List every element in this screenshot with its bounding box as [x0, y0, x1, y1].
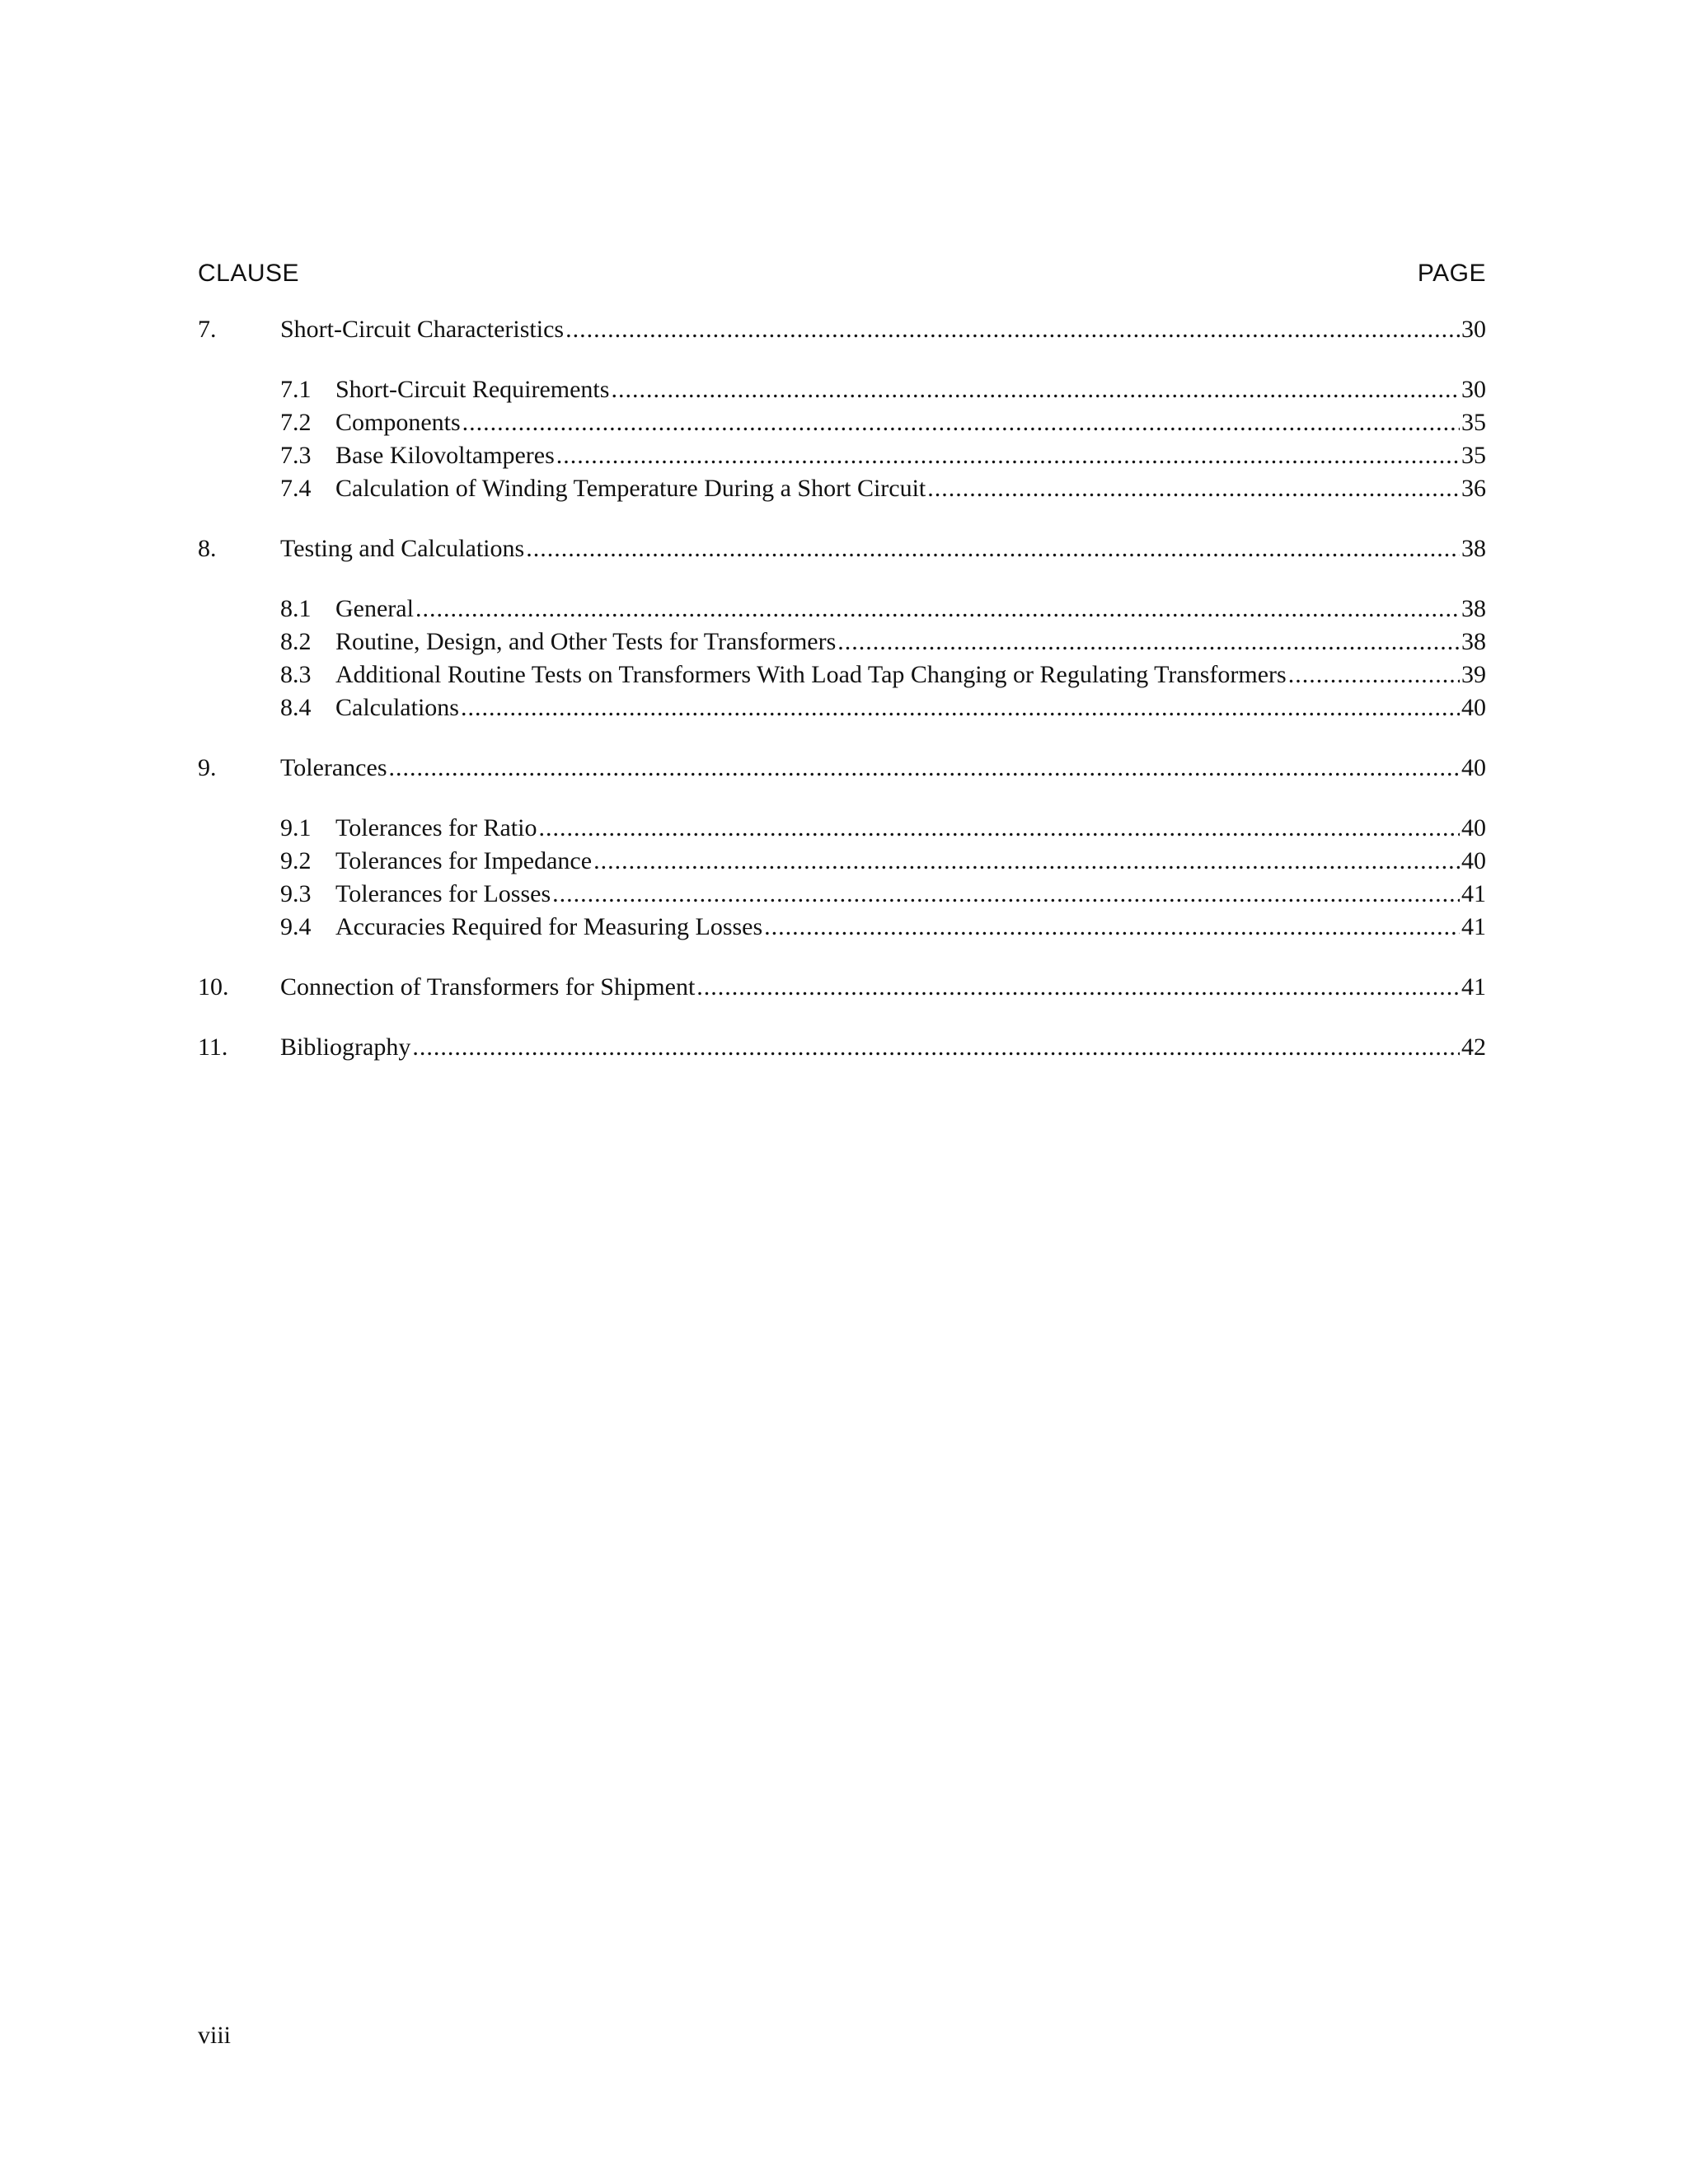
subclause-number: 7.2 — [280, 409, 312, 436]
page-number: 40 — [1461, 814, 1486, 841]
dot-leader — [565, 313, 1460, 346]
toc-entry-7-1[interactable] — [198, 373, 1486, 406]
toc-entry-9-1[interactable] — [198, 812, 1486, 845]
subclause-title: Short-Circuit Requirements — [335, 376, 610, 403]
dot-leader — [1288, 658, 1460, 691]
toc-entry-9-3[interactable] — [198, 878, 1486, 911]
subclause-title: Additional Routine Tests on Transformers With Load Tap Changing or Regulating Transformers — [335, 661, 1287, 688]
toc-entry-10[interactable] — [198, 971, 1486, 1004]
subclause-title: Tolerances for Losses — [335, 880, 551, 907]
toc-entry-11[interactable] — [198, 1031, 1486, 1064]
subclause-title: General — [335, 595, 414, 622]
page-number: 41 — [1461, 880, 1486, 907]
subclause-title: Base Kilovoltamperes — [335, 442, 555, 469]
subclause-number: 9.1 — [280, 814, 312, 841]
dot-leader — [462, 406, 1460, 439]
clause-column-heading: CLAUSE — [198, 260, 300, 287]
dot-leader — [927, 472, 1460, 505]
page-folio: viii — [198, 2022, 232, 2049]
clause-number: 10. — [198, 973, 229, 1001]
clause-title: Testing and Calculations — [280, 535, 525, 562]
clause-number: 9. — [198, 754, 217, 781]
page-number: 39 — [1461, 661, 1486, 688]
subclause-number: 9.2 — [280, 847, 312, 874]
toc-entry-7-3[interactable] — [198, 439, 1486, 472]
dot-leader — [461, 691, 1460, 724]
clause-title: Tolerances — [280, 754, 387, 781]
page-number: 38 — [1461, 628, 1486, 655]
dot-leader — [552, 878, 1460, 911]
toc-entry-8-4[interactable] — [198, 691, 1486, 724]
subclause-number: 8.3 — [280, 661, 312, 688]
toc-entry-9-2[interactable] — [198, 845, 1486, 878]
subclause-number: 9.3 — [280, 880, 312, 907]
clause-number: 7. — [198, 316, 217, 343]
page-number: 30 — [1461, 376, 1486, 403]
dot-leader — [593, 845, 1460, 878]
subclause-number: 7.4 — [280, 475, 312, 502]
toc-entry-9[interactable] — [198, 752, 1486, 785]
clause-title: Connection of Transformers for Shipment — [280, 973, 696, 1001]
subclause-number: 8.2 — [280, 628, 312, 655]
dot-leader — [556, 439, 1460, 472]
page-number: 30 — [1461, 316, 1486, 343]
toc-entry-8-3[interactable] — [198, 658, 1486, 691]
clause-title: Short-Circuit Characteristics — [280, 316, 565, 343]
toc-header — [198, 260, 1486, 293]
toc-entry-8[interactable] — [198, 532, 1486, 565]
toc-entry-7-4[interactable] — [198, 472, 1486, 505]
subclause-title: Calculations — [335, 694, 459, 721]
subclause-title: Calculation of Winding Temperature During a Short Circuit — [335, 475, 926, 502]
dot-leader — [538, 812, 1460, 845]
dot-leader — [611, 373, 1460, 406]
page-number: 35 — [1461, 409, 1486, 436]
page-number: 38 — [1461, 535, 1486, 562]
clause-title: Bibliography — [280, 1033, 411, 1061]
page-number: 40 — [1461, 754, 1486, 781]
page-number: 40 — [1461, 847, 1486, 874]
subclause-number: 9.4 — [280, 913, 312, 940]
dot-leader — [415, 593, 1460, 626]
page-number: 38 — [1461, 595, 1486, 622]
page-number: 41 — [1461, 973, 1486, 1001]
subclause-title: Components — [335, 409, 461, 436]
toc-entry-8-2[interactable] — [198, 626, 1486, 658]
dot-leader — [389, 752, 1461, 785]
dot-leader — [764, 911, 1460, 944]
page-column-heading: PAGE — [1417, 260, 1486, 287]
clause-number: 11. — [198, 1033, 228, 1061]
dot-leader — [526, 532, 1460, 565]
page-number: 36 — [1461, 475, 1486, 502]
page-number: 35 — [1461, 442, 1486, 469]
toc-entry-7[interactable] — [198, 313, 1486, 346]
page-number: 40 — [1461, 694, 1486, 721]
dot-leader — [412, 1031, 1460, 1064]
dot-leader — [837, 626, 1460, 658]
dot-leader — [696, 971, 1460, 1004]
subclause-title: Tolerances for Impedance — [335, 847, 593, 874]
subclause-title: Routine, Design, and Other Tests for Transformers — [335, 628, 837, 655]
subclause-number: 7.3 — [280, 442, 312, 469]
toc-entry-7-2[interactable] — [198, 406, 1486, 439]
clause-number: 8. — [198, 535, 217, 562]
toc-entry-8-1[interactable] — [198, 593, 1486, 626]
toc-entry-9-4[interactable] — [198, 911, 1486, 944]
subclause-number: 8.1 — [280, 595, 312, 622]
subclause-title: Accuracies Required for Measuring Losses — [335, 913, 763, 940]
subclause-number: 7.1 — [280, 376, 312, 403]
subclause-title: Tolerances for Ratio — [335, 814, 537, 841]
page-number: 42 — [1461, 1033, 1486, 1061]
page-number: 41 — [1461, 913, 1486, 940]
subclause-number: 8.4 — [280, 694, 312, 721]
